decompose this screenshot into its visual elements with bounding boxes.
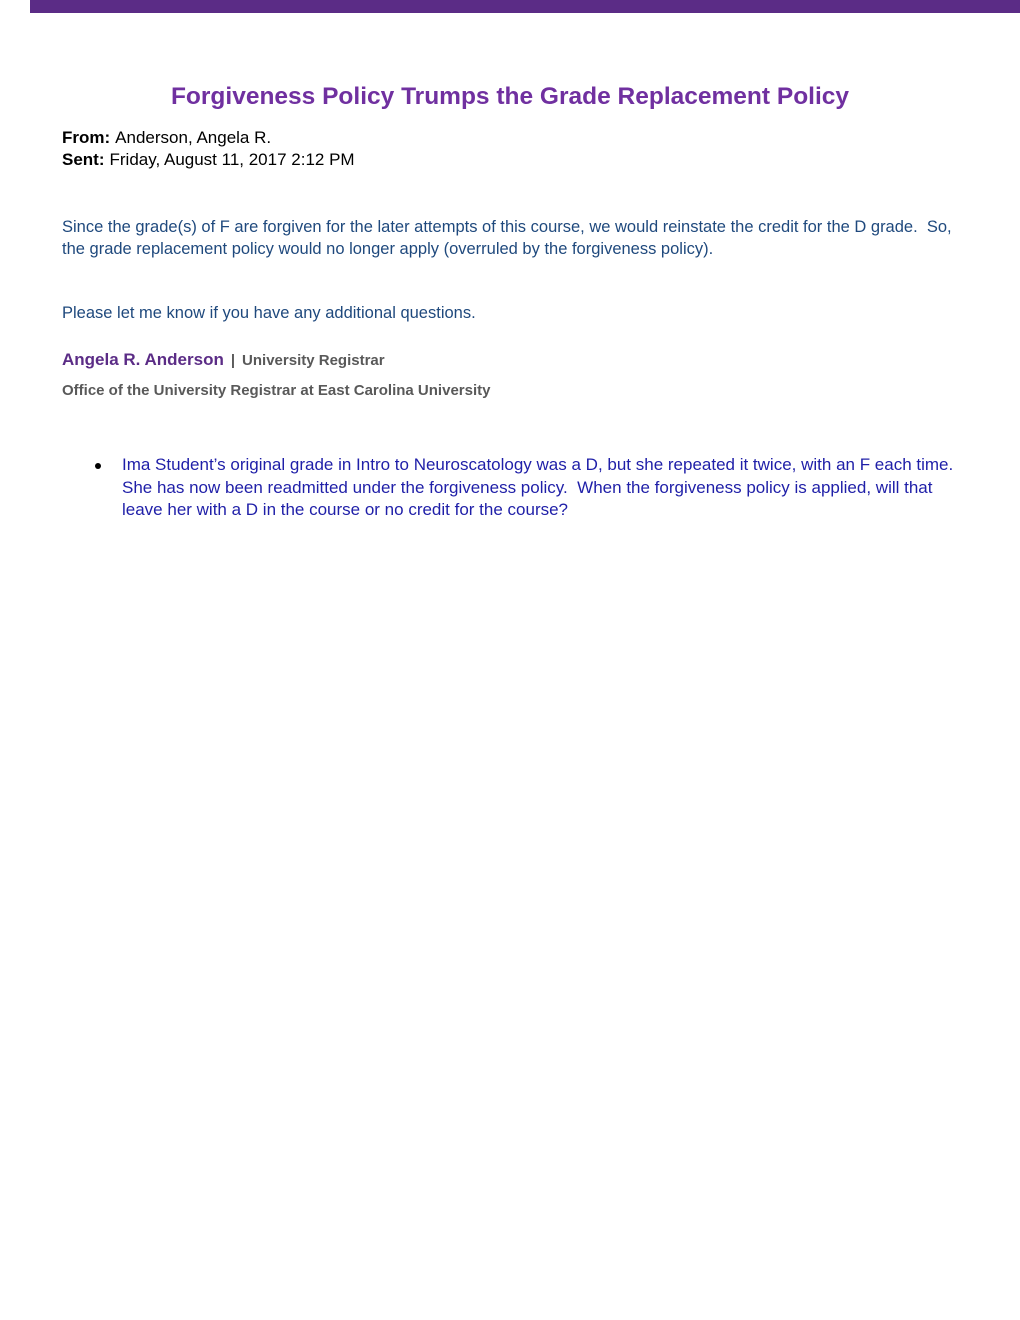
bullet-icon	[95, 463, 101, 469]
email-from-row	[62, 127, 355, 149]
top-accent-bar	[30, 0, 1020, 13]
bullet-text: Ima Student’s original grade in Intro to Neuroscatology was a D, but she repeated it twice, with an F each time. She has now been readmitted under the forgiveness policy. When the forgiveness policy is applied, will that leave her with a D in the course or no credit for the course?	[122, 455, 963, 519]
body-paragraph-1: Since the grade(s) of F are forgiven for the later attempts of this course, we would reinstate the credit for the D grade. So, the grade replacement policy would no longer apply (overruled by the forgiveness policy).	[62, 217, 957, 258]
page-title: Forgiveness Policy Trumps the Grade Replacement Policy	[170, 83, 850, 111]
signature-separator: |	[230, 352, 236, 369]
signature-name: Angela R. Anderson	[62, 350, 224, 369]
email-meta-block	[62, 127, 355, 171]
email-sent-row	[62, 149, 355, 171]
signature-line	[62, 349, 385, 371]
sent-value: Friday, August 11, 2017 2:12 PM	[109, 150, 355, 169]
from-value: Anderson, Angela R.	[115, 128, 272, 147]
body-paragraph-2: Please let me know if you have any additional questions.	[62, 303, 476, 322]
list-item	[95, 454, 963, 522]
sent-label: Sent:	[62, 150, 105, 169]
from-label: From:	[62, 128, 111, 147]
signature-role: University Registrar	[242, 352, 385, 369]
signature-office: Office of the University Registrar at East Carolina University	[62, 382, 491, 399]
